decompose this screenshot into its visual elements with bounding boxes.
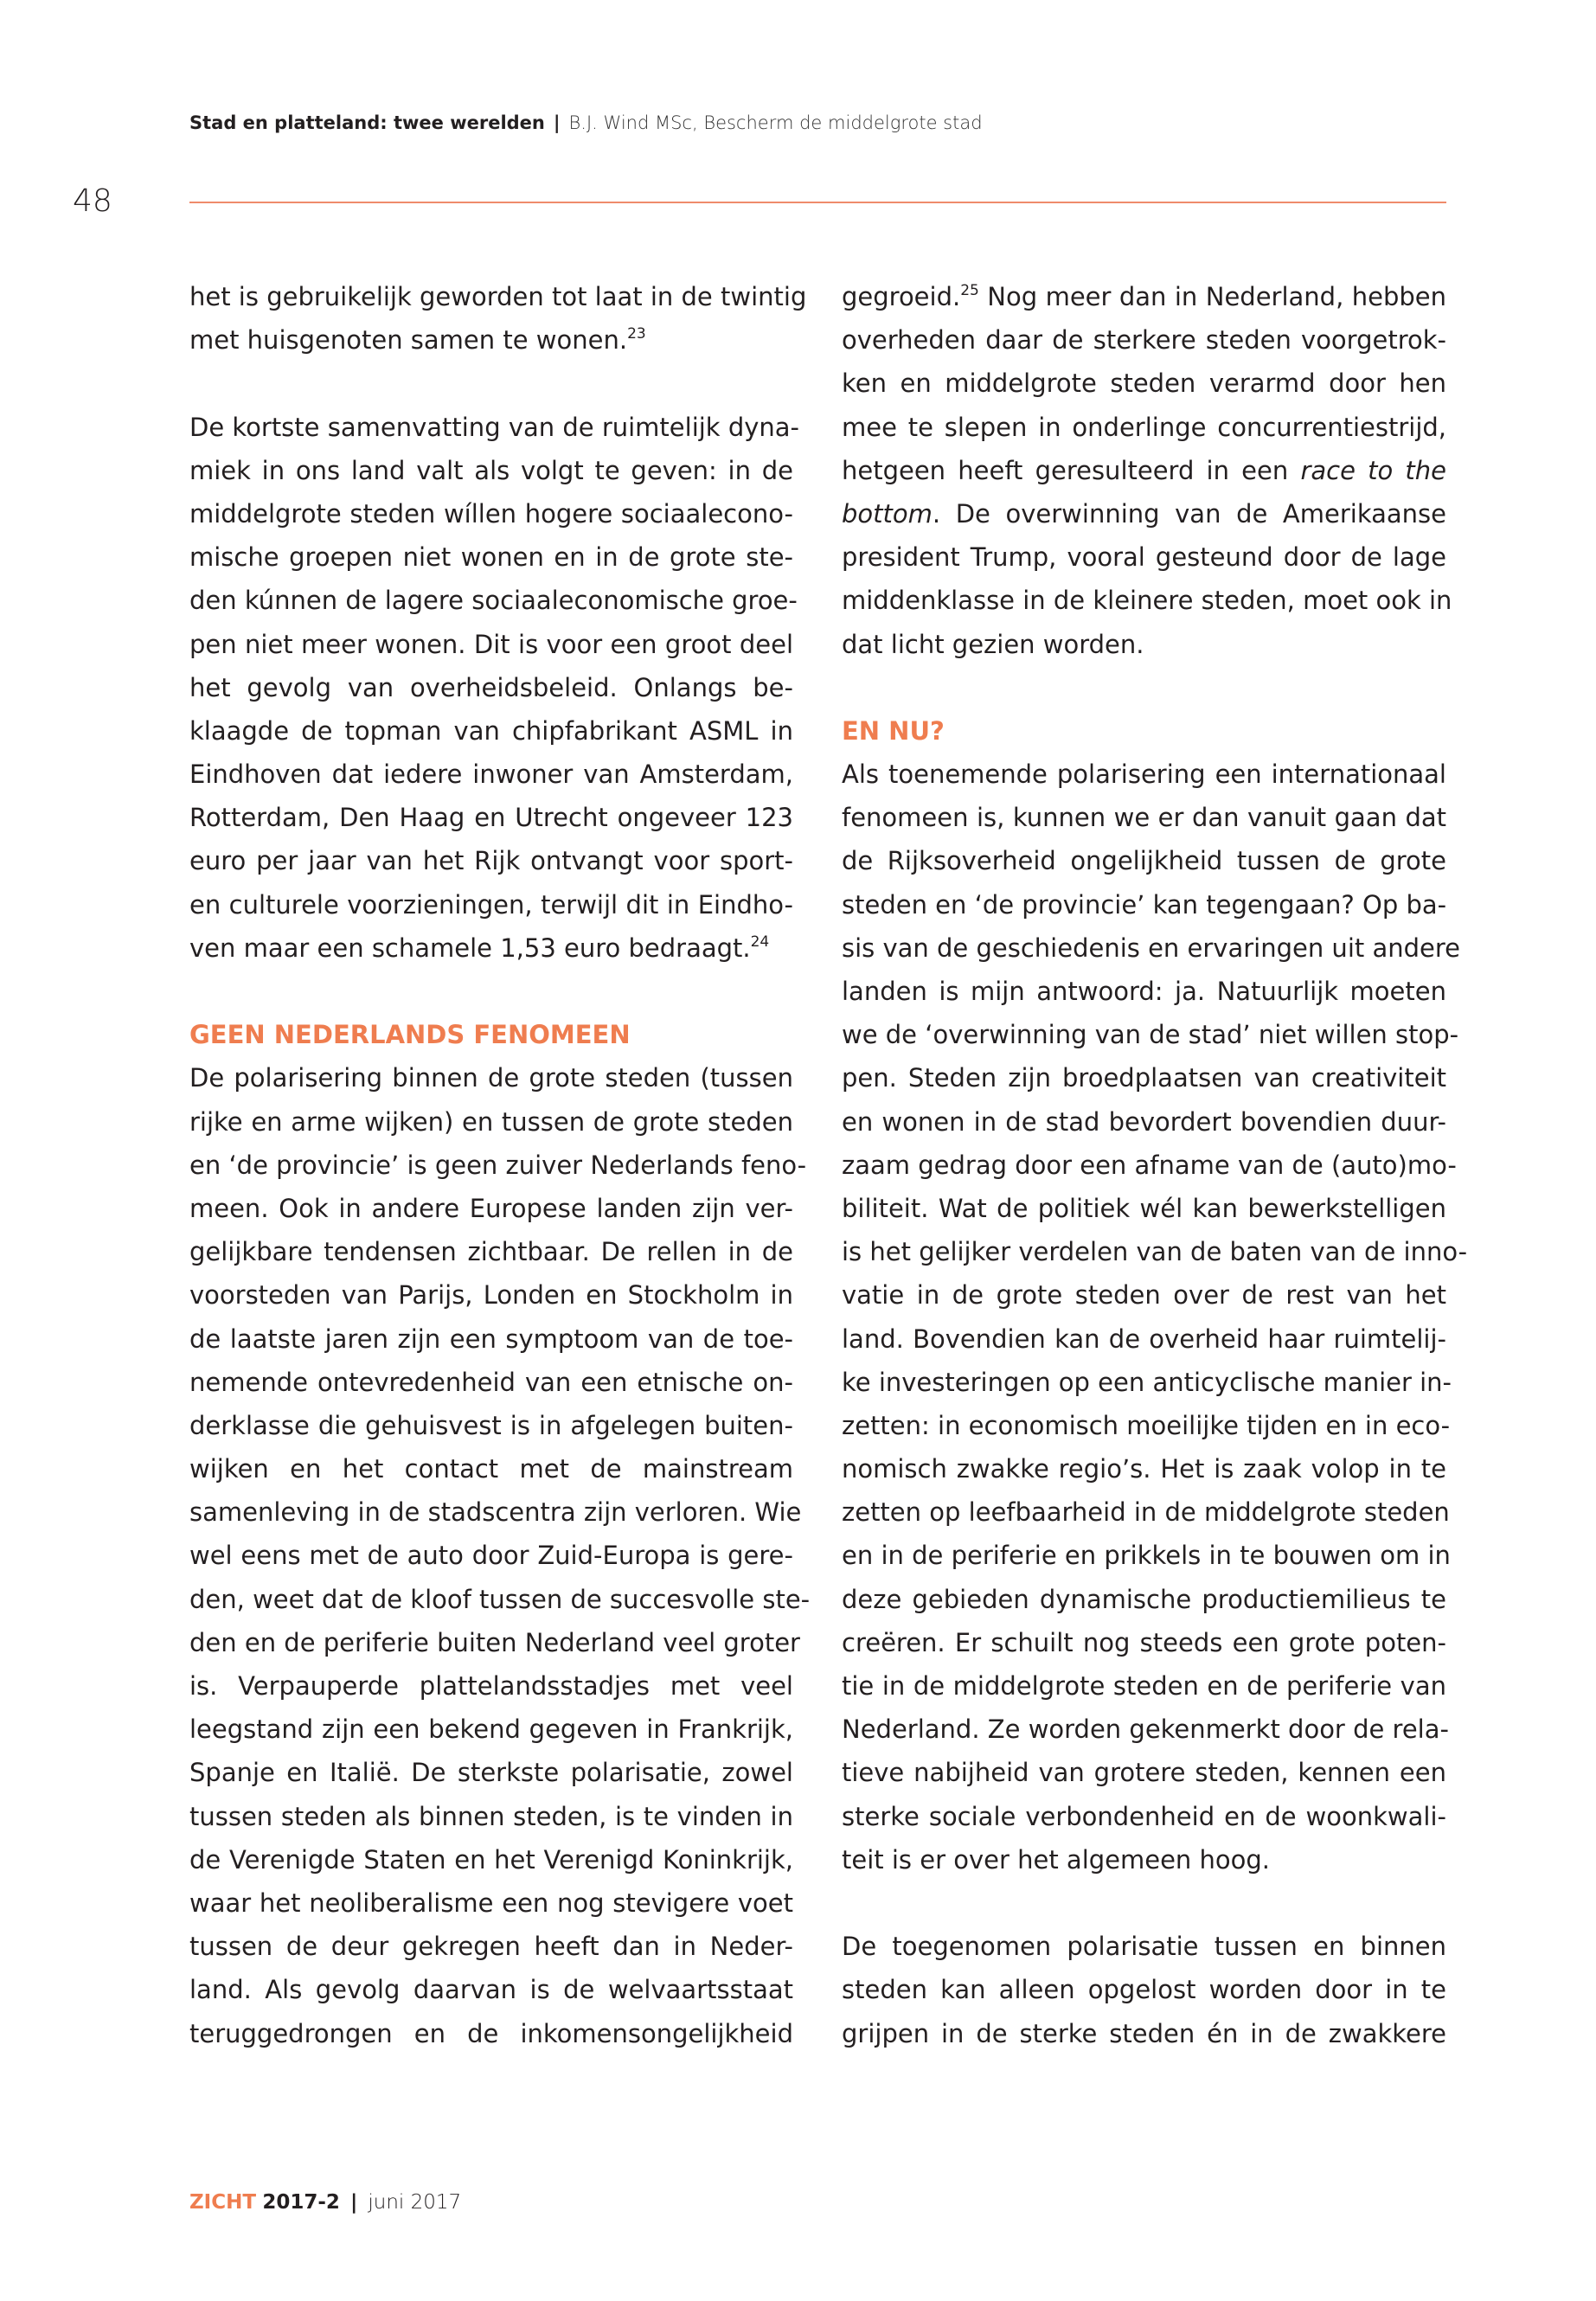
text-run: en wonen in de stad bevordert bovendien duur- [842,1106,1446,1137]
text-line [842,492,1446,535]
footnote-ref: 25 [960,282,979,299]
text-line [842,275,1446,318]
text-line [842,1795,1446,1838]
italic-text: race to the [1300,455,1446,485]
text-run: met huisgenoten samen te wonen. [189,325,628,356]
text-line [842,1708,1449,1751]
text-line [189,1578,811,1621]
paragraph-gap [189,970,793,1013]
text-line [189,623,793,666]
text-run: de Verenigde Staten en het Verenigd Koninkrijk, [189,1844,793,1875]
text-line [842,796,1446,839]
text-line [842,579,1452,622]
header-separator: | [553,112,561,133]
text-line [842,1230,1468,1273]
text-line [842,883,1446,926]
text-run: zetten op leefbaarheid in de middelgrote steden [842,1497,1450,1528]
text-line [189,1100,793,1144]
text-run: mische groepen niet wonen en in de grote ste- [189,542,793,573]
text-line [189,883,793,926]
text-line [842,1621,1446,1664]
text-line [189,406,800,449]
text-line [189,1490,802,1534]
text-run: den en de periferie buiten Nederland veel groter [189,1627,800,1657]
text-line [842,1187,1446,1230]
text-line [842,1273,1446,1317]
text-run: wijken en het contact met de mainstream [189,1454,793,1484]
paragraph-gap [189,362,793,405]
text-line [189,1795,793,1838]
paragraph [842,275,1452,666]
text-line [189,492,793,535]
text-run: De polarisering binnen de grote steden (tussen [189,1063,793,1093]
text-run: gegroeid. [842,282,961,311]
header-rule [189,202,1446,203]
text-line [842,1490,1450,1534]
footnote-ref: 24 [750,933,770,951]
article-credit: B.J. Wind MSc, Bescherm de middelgrote stad [568,112,983,133]
text-run: De kortste samenvatting van de ruimtelijk dyna- [189,412,800,442]
text-run: rijke en arme wijken) en tussen de grote steden [189,1106,793,1137]
section-title: Stad en platteland: twee werelden [189,112,545,133]
text-run: land. Bovendien kan de overheid haar ruimtelij- [842,1324,1446,1354]
text-run: land. Als gevolg daarvan is de welvaartsstaat [189,1975,793,2005]
text-line [842,839,1446,882]
text-line [189,1361,793,1404]
text-run: deze gebieden dynamische productiemilieus te [842,1584,1446,1614]
text-run: en ‘de provincie’ is geen zuiver Nederlands feno- [189,1150,807,1180]
text-line [842,970,1446,1013]
text-run: de laatste jaren zijn een symptoom van de toe- [189,1324,793,1354]
text-line [189,1968,793,2011]
text-line [842,2012,1446,2055]
text-run: sterke sociale verbondenheid en de woonkwali- [842,1801,1446,1831]
text-run: steden en ‘de provincie’ kan tegengaan? Op ba- [842,889,1447,920]
text-line [842,406,1446,449]
text-line [842,623,1446,666]
text-run: leegstand zijn een bekend gegeven in Frankrijk, [189,1715,793,1745]
paragraph [189,275,807,362]
text-run: euro per jaar van het Rijk ontvangt voor sport- [189,846,793,876]
text-run: teit is er over het algemeen hoog. [842,1844,1271,1875]
text-run: tussen steden als binnen steden, is te vinden in [189,1801,793,1831]
text-run: de Rijksoverheid ongelijkheid tussen de grote [842,846,1446,876]
text-line [842,753,1446,796]
issue-date: juni 2017 [368,2191,462,2214]
page-number: 48 [73,183,112,219]
text-line [189,1273,793,1317]
text-run: en culturele voorzieningen, terwijl dit in Eindho- [189,889,793,920]
text-line [842,1404,1451,1447]
text-line [189,2012,793,2055]
running-header [189,112,983,133]
text-line [842,1664,1446,1708]
text-line [189,839,793,882]
footer [189,2191,461,2214]
text-run: is het gelijker verdelen van de baten van de inno- [842,1237,1468,1267]
text-run: middelgrote steden wíllen hogere sociaalecono- [189,498,793,529]
text-run: den kúnnen de lagere sociaaleconomische groe- [189,586,798,616]
text-run: en in de periferie en prikkels in te bouwen om in [842,1541,1451,1571]
text-line [842,1968,1446,2011]
text-line [189,1751,793,1794]
right-column [842,275,1468,2055]
text-run: klaagde de topman van chipfabrikant ASML in [189,715,793,746]
text-run: is. Verpauperde plattelandsstadjes met veel [189,1671,793,1701]
footnote-ref: 23 [627,325,646,343]
text-line [189,1838,793,1881]
text-line [189,318,793,362]
italic-text: bottom [842,498,933,529]
paragraph [189,406,800,970]
text-run: fenomeen is, kunnen we er dan vanuit gaan dat [842,803,1446,833]
text-run: Nog meer dan in Nederland, hebben [978,282,1446,311]
text-line [189,1881,793,1925]
text-line [842,1925,1446,1968]
text-line [842,1361,1452,1404]
text-line [189,275,807,318]
text-run: . De overwinning van de Amerikaanse [932,498,1446,529]
magazine-name: ZICHT [189,2191,257,2214]
text-line [842,1534,1451,1577]
text-line [189,1056,793,1099]
text-line [189,1534,793,1577]
text-line [842,1317,1446,1361]
text-line [189,1621,800,1664]
text-line [189,1187,793,1230]
text-run: Nederland. Ze worden gekenmerkt door de rela- [842,1715,1449,1745]
text-run: vatie in de grote steden over de rest van het [842,1280,1446,1311]
footer-separator: | [349,2191,358,2214]
text-run: creëren. Er schuilt nog steeds een grote poten- [842,1627,1446,1657]
text-run: Eindhoven dat iedere inwoner van Amsterdam, [189,760,793,790]
text-line [842,1144,1457,1187]
text-run: tie in de middelgrote steden en de periferie van [842,1671,1446,1701]
text-line [842,1578,1446,1621]
text-run: pen. Steden zijn broedplaatsen van creativiteit [842,1063,1446,1093]
text-run: mee te slepen in onderlinge concurrentiestrijd, [842,412,1446,442]
text-run: sis van de geschiedenis en ervaringen uit andere [842,933,1460,963]
text-run: den, weet dat de kloof tussen de succesvolle ste- [189,1584,811,1614]
text-run: nemende ontevredenheid van een etnische on- [189,1367,793,1397]
text-line [842,1013,1459,1056]
text-run: gelijkbare tendensen zichtbaar. De rellen in de [189,1237,793,1267]
text-run: dat licht gezien worden. [842,629,1144,659]
text-run: middenklasse in de kleinere steden, moet ook in [842,586,1452,616]
text-line [189,1144,807,1187]
paragraph [189,1056,811,2054]
text-run: ven maar een schamele 1,53 euro bedraagt. [189,933,751,963]
text-run: wel eens met de auto door Zuid-Europa is gere- [189,1541,793,1571]
text-line [842,1838,1446,1881]
text-run: tieve nabijheid van grotere steden, kennen een [842,1758,1446,1788]
text-line [189,1664,793,1708]
text-line [842,362,1446,405]
text-line [842,535,1446,579]
text-line [189,666,793,709]
text-run: waar het neoliberalisme een nog stevigere voet [189,1888,793,1918]
text-run: derklasse die gehuisvest is in afgelegen buiten- [189,1410,793,1440]
text-run: hetgeen heeft geresulteerd in een [842,455,1301,485]
text-line [189,1925,793,1968]
text-line [842,1751,1446,1794]
text-run: president Trump, vooral gesteund door de lage [842,542,1446,573]
text-run: pen niet meer wonen. Dit is voor een groot deel [189,629,793,659]
text-run: steden kan alleen opgelost worden door in te [842,1975,1446,2005]
text-run: De toegenomen polarisatie tussen en binnen [842,1932,1446,1962]
text-line [189,709,793,753]
left-column [189,275,811,2055]
text-run: zaam gedrag door een afname van de (auto)mo- [842,1150,1457,1180]
issue-number: 2017-2 [262,2191,340,2214]
text-line [189,579,798,622]
text-run: biliteit. Wat de politiek wél kan bewerkstelligen [842,1193,1446,1223]
text-run: Spanje en Italië. De sterkste polarisatie, zowel [189,1758,793,1788]
text-line [189,1317,793,1361]
text-line [842,449,1446,492]
text-line [189,1230,793,1273]
text-line [842,318,1446,362]
text-run: teruggedrongen en de inkomensongelijkheid [189,2018,793,2048]
text-run: het gevolg van overheidsbeleid. Onlangs be- [189,672,793,702]
text-line [189,535,793,579]
paragraph [842,753,1468,1881]
text-run: overheden daar de sterkere steden voorgetrok- [842,325,1446,356]
text-line [189,753,793,796]
text-run: Als toenemende polarisering een internationaal [842,760,1446,790]
section-heading: EN NU? [842,715,945,746]
text-run: miek in ons land valt als volgt te geven: in de [189,455,793,485]
text-run: grijpen in de sterke steden én in de zwakkere [842,2018,1446,2048]
paragraph-gap [842,666,1446,709]
text-run: tussen de deur gekregen heeft dan in Neder- [189,1932,793,1962]
text-line [842,1100,1446,1144]
text-line [842,1056,1446,1099]
paragraph-gap [842,1881,1446,1925]
text-run: het is gebruikelijk geworden tot laat in de twintig [189,282,807,311]
text-run: nomisch zwakke regio’s. Het is zaak volop in te [842,1454,1446,1484]
text-run: we de ‘overwinning van de stad’ niet willen stop- [842,1020,1459,1050]
text-line [189,1404,793,1447]
text-run: voorsteden van Parijs, Londen en Stockholm in [189,1280,793,1311]
text-run: samenleving in de stadscentra zijn verloren. Wie [189,1497,802,1528]
text-run: zetten: in economisch moeilijke tijden en in eco- [842,1410,1451,1440]
text-run: ken en middelgrote steden verarmd door hen [842,369,1446,399]
text-line [842,1447,1446,1490]
text-line [189,1447,793,1490]
paragraph [842,1925,1446,2055]
text-run: ke investeringen op een anticyclische manier in- [842,1367,1452,1397]
text-line [189,449,793,492]
text-run: landen is mijn antwoord: ja. Natuurlijk moeten [842,977,1446,1006]
section-heading: GEEN NEDERLANDS FENOMEEN [189,1020,631,1050]
text-line [189,796,793,839]
text-run: Rotterdam, Den Haag en Utrecht ongeveer 123 [189,803,793,833]
text-run: meen. Ook in andere Europese landen zijn ver- [189,1193,793,1223]
text-line [189,1708,793,1751]
text-line [189,926,793,970]
text-line [842,926,1460,970]
